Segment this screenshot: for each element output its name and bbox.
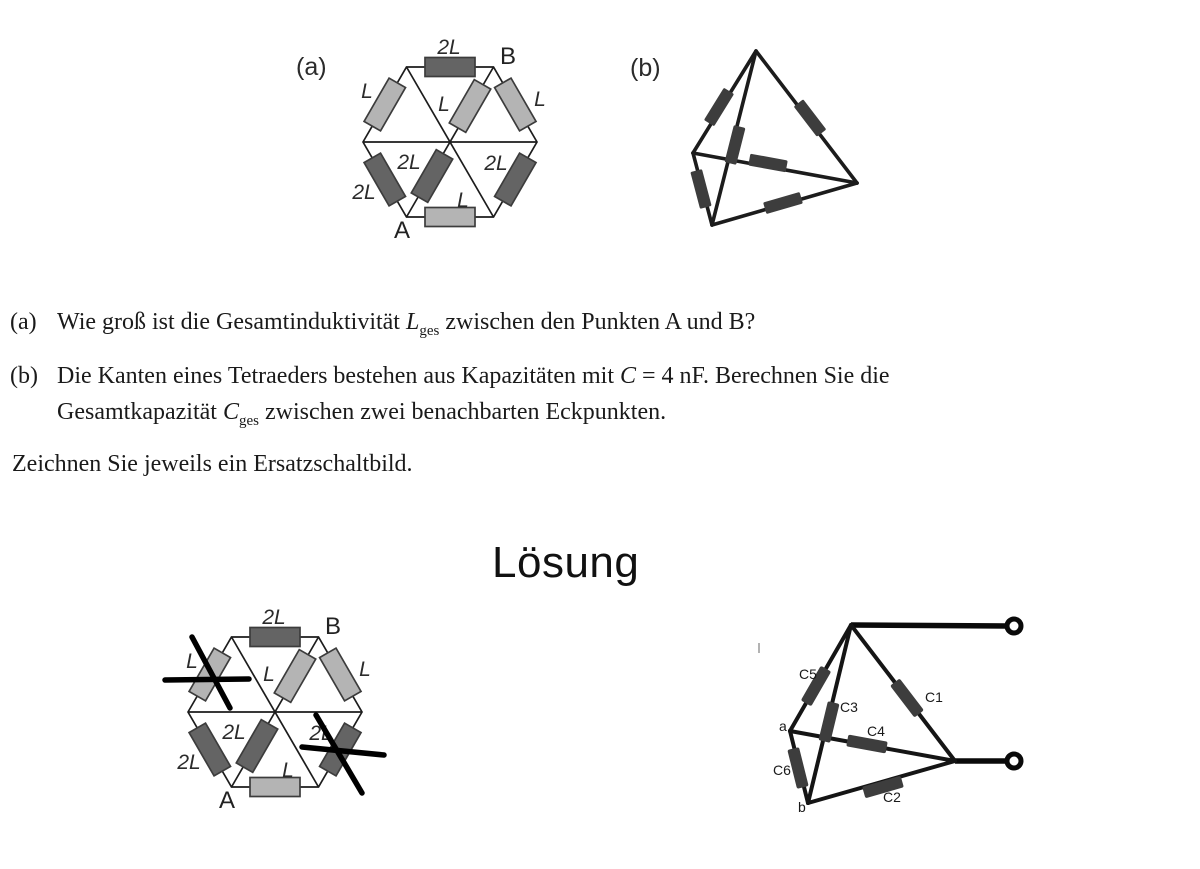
capacitor-c3	[818, 701, 839, 743]
tetrahedron-edges	[790, 625, 955, 803]
capacitor-edge-top-left	[704, 88, 734, 127]
capacitor-edge-top-bottom	[725, 125, 746, 165]
terminal-right	[1007, 754, 1021, 768]
label-bottom-l: L	[457, 189, 469, 212]
subscript-ges: ges	[419, 322, 440, 339]
capacitor-edge-left-bottom	[690, 169, 711, 209]
label-spoke-a-2l: 2L	[222, 721, 246, 744]
label-upper-right-l: L	[359, 658, 371, 681]
problem-item-b	[10, 358, 1200, 439]
subscript-ges-2: ges	[238, 412, 259, 429]
label-lower-left-2l: 2L	[352, 181, 376, 204]
item-a-marker: (a)	[10, 309, 37, 335]
solution-heading: Lösung	[492, 538, 640, 587]
capacitor-edge-bottom-right	[763, 192, 803, 214]
node-label-a: a	[779, 718, 787, 734]
label-upper-left-l: L	[361, 80, 373, 103]
label-c6: C6	[773, 762, 791, 778]
capacitor-edge-top-right	[794, 99, 827, 136]
solution-hexagon-circuit	[155, 595, 395, 817]
label-upper-left-l: L	[186, 650, 198, 673]
symbol-c-2: C	[222, 399, 239, 425]
label-bottom-l: L	[282, 759, 294, 782]
label-c2: C2	[883, 789, 901, 805]
problem-item-a	[10, 304, 1200, 349]
label-c3: C3	[840, 699, 858, 715]
symbol-l: L	[405, 309, 420, 335]
label-upper-right-l: L	[534, 88, 546, 111]
inductor-spoke-b-l	[274, 650, 315, 703]
label-lower-right-2l: 2L	[484, 152, 508, 175]
label-spoke-b-l: L	[438, 93, 450, 116]
node-label-b: B	[324, 613, 342, 640]
label-c5: C5	[799, 666, 817, 682]
label-spoke-b-l: L	[263, 663, 275, 686]
tetrahedron-edges	[693, 51, 857, 225]
node-label-a: A	[393, 217, 411, 244]
label-lower-left-2l: 2L	[177, 751, 201, 774]
item-a-text: Wie groß ist die Gesamtinduktivität $L_{ges}$ zwischen den Punkten A und B?	[57, 309, 756, 339]
node-label-b: b	[798, 799, 806, 815]
label-top-2l: 2L	[262, 606, 286, 629]
figure-b-tetrahedron-circuit	[680, 30, 880, 242]
label-c1: C1	[925, 689, 943, 705]
label-c4: C4	[867, 723, 885, 739]
figure-a-label: (a)	[296, 53, 327, 81]
label-top-2l: 2L	[437, 36, 461, 59]
inductor-spoke-b-l	[449, 80, 490, 133]
problem-note: Zeichnen Sie jeweils ein Ersatzschaltbild.	[12, 451, 413, 477]
capacitor-edge-left-right	[748, 154, 788, 173]
figure-a-hexagon-circuit	[330, 25, 570, 245]
node-label-b: B	[499, 43, 517, 70]
inductor-upper-right-l	[495, 78, 536, 131]
symbol-c-1: C	[619, 363, 636, 389]
inductor-top-2l	[425, 58, 475, 77]
solution-tetrahedron-circuit	[740, 600, 1040, 828]
node-label-a: A	[218, 787, 236, 814]
figure-b-label: (b)	[630, 54, 661, 82]
capacitor-c1	[890, 678, 924, 717]
label-spoke-a-2l: 2L	[397, 151, 421, 174]
item-b-marker: (b)	[10, 363, 38, 389]
terminal-top	[1007, 619, 1021, 633]
inductor-upper-right-l	[320, 648, 361, 701]
label-lower-right-2l: 2L	[309, 722, 333, 745]
inductor-top-2l	[250, 628, 300, 647]
item-b-text: Die Kanten eines Tetraeders bestehen aus Kapazitäten mit C = 4 nF. Berechnen Sie die Gesamtkapazität $C_{ges}$ zwischen zwei benachbarten Eckpunkten.	[57, 363, 890, 429]
